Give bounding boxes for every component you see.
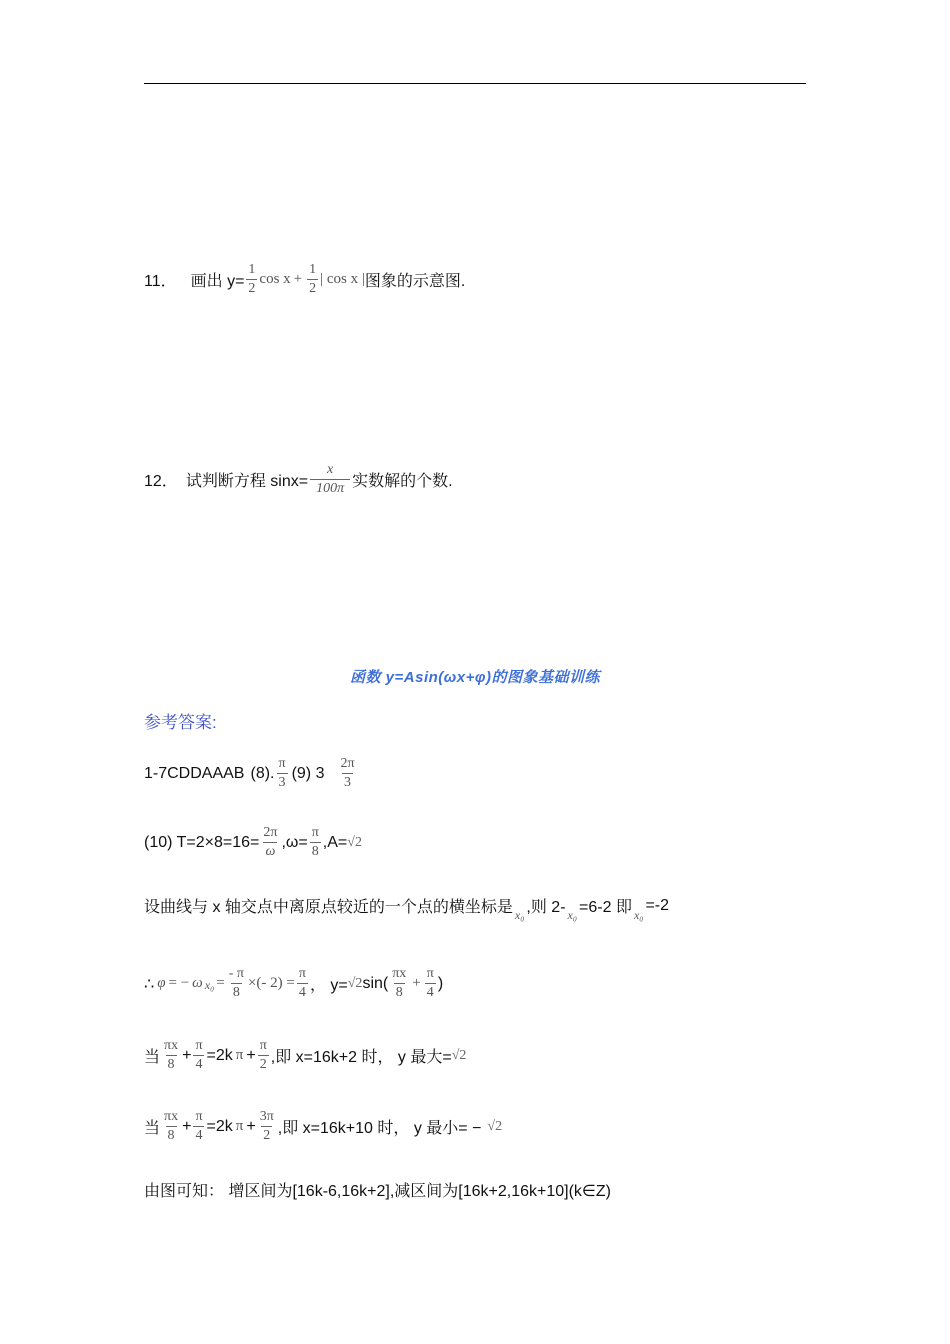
fraction: $\frac{1}{2}$ — [309, 262, 317, 297]
fraction: $\frac{3\pi}{2}$ — [259, 1109, 274, 1144]
problem-11: 11． 画出 y= $\frac{1}{2}$ cos x + $\frac{1}{2}$ | cos x | 图象的示意图. — [144, 262, 466, 297]
fraction: $\frac{\pi}{4}$ — [195, 1109, 203, 1144]
fraction: $\frac{\pi}{3}$ — [278, 756, 286, 791]
x0-symbol: x₀ — [567, 908, 578, 922]
fraction: $\frac{- \pi}{8}$ — [228, 966, 244, 1001]
therefore-symbol: ∴ — [144, 975, 155, 993]
fraction: $\frac{\pi}{4}$ — [426, 966, 434, 1001]
answer-line-3: 设曲线与 x 轴交点中离原点较近的一个点的横坐标是 x₀ ,则 2- x₀ =6-2 即 x₀ =-2 — [144, 896, 670, 922]
problem-12-suffix: 实数解的个数. — [352, 473, 453, 491]
answer-line-2: (10) T=2×8=16= $\frac{2\pi}{\omega}$ ,ω= $\frac{\pi}{8}$ ,A= √2 — [144, 825, 362, 860]
answer-line-4: ∴ φ = − ω x₀ = $\frac{- \pi}{8}$ ×(- 2) = $\frac{\pi}{4}$ ， y= √2 sin( $\frac{\pi x}{8}$ + $\frac{\pi}{4}$ ) — [144, 966, 444, 1001]
problem-11-number: 11． — [144, 273, 177, 291]
fraction: $\frac{\pi}{4}$ — [298, 966, 306, 1001]
problem-12-number: 12． — [144, 473, 178, 491]
fraction: $\frac{\pi}{4}$ — [195, 1038, 203, 1073]
problem-12-prefix: 试判断方程 sinx= — [185, 473, 309, 491]
problem-12 — [144, 462, 453, 497]
answer-9-label: (9) 3 — [291, 764, 325, 782]
x0-symbol: x₀ — [514, 908, 525, 922]
answer-line-6: 当 $\frac{\pi x}{8}$ + $\frac{\pi}{4}$ =2k π + $\frac{3\pi}{2}$ ,即 x=16k+10 时， y 最小= − √2 — [144, 1109, 503, 1144]
answer-section-title: 函数 y=Asin(ωx+φ)的图象基础训练 — [350, 669, 600, 686]
fraction: $\frac{\pi x}{8}$ — [164, 1109, 179, 1144]
problem-11-suffix: 图象的示意图. — [364, 273, 466, 291]
fraction: $\frac{\pi x}{8}$ — [164, 1038, 179, 1073]
header-rule — [144, 83, 806, 84]
sqrt-2: √2 — [347, 834, 362, 850]
fraction: $\frac{2\pi}{\omega}$ — [263, 825, 278, 860]
fraction: $\frac{\pi}{8}$ — [311, 825, 319, 860]
x0-symbol: x₀ — [633, 908, 644, 922]
fraction: $\frac{2\pi}{3}$ — [340, 756, 355, 791]
problem-11-prefix: 画出 y= — [190, 273, 245, 291]
answer-10-label: (10) T=2×8=16= — [144, 833, 260, 851]
fraction: $\frac{\pi}{2}$ — [259, 1038, 267, 1073]
answer-line-5: 当 $\frac{\pi x}{8}$ + $\frac{\pi}{4}$ =2k π + $\frac{\pi}{2}$ ,即 x=16k+2 时， y 最大= √2 — [144, 1038, 467, 1073]
fraction: $\frac{1}{2}$ — [248, 262, 256, 297]
choice-answers: 1-7CDDAAAB — [144, 764, 245, 782]
interval-conclusion: 由图可知： 增区间为[16k-6,16k+2],减区间为[16k+2,16k+10](k∈Z) — [144, 1183, 611, 1200]
fraction: $\frac{x}{100\pi}$ — [310, 462, 350, 497]
answer-line-7 — [144, 1178, 611, 1201]
answer-line-1 — [144, 756, 359, 791]
abs-cos-term: | cos x | — [320, 271, 365, 288]
fraction: $\frac{\pi x}{8}$ — [392, 966, 407, 1001]
cos-term: cos x — [259, 271, 291, 288]
answer-8-label: (8). — [250, 764, 275, 782]
answer-heading: 参考答案: — [144, 713, 217, 732]
